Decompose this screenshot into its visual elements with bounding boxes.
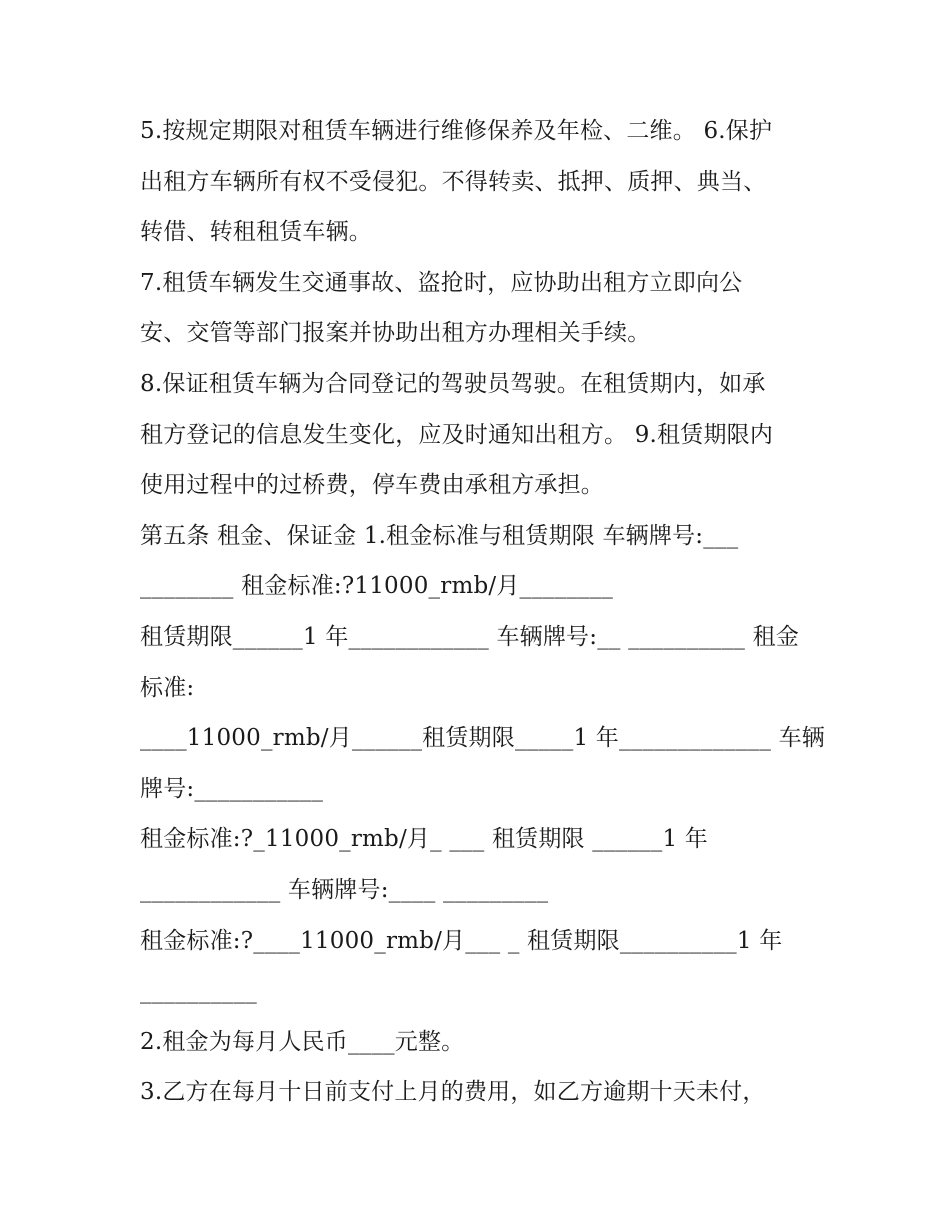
text-line: 3.乙方在每月十日前支付上月的费用，如乙方逾期十天未付，: [140, 1079, 766, 1106]
text-line: 租方登记的信息发生变化，应及时通知出租方。 9.租赁期限内: [140, 421, 774, 448]
text-line: 8.保证租赁车辆为合同登记的驾驶员驾驶。在租赁期内，如承: [140, 370, 766, 397]
text-line: 租金标准:?____11000_rmb/月___ _ 租赁期限__________1 年: [140, 927, 783, 954]
text-line: 5.按规定期限对租赁车辆进行维修保养及年检、二维。 6.保护: [140, 118, 773, 144]
text-line: __________: [140, 978, 257, 1005]
text-line: 牌号:___________: [140, 775, 324, 802]
text-line: 标准:: [140, 674, 195, 701]
section-heading-line: 第五条 租金、保证金 1.租金标准与租赁期限 车辆牌号:___: [140, 522, 739, 549]
text-line: ________ 租金标准:?11000_rmb/月________: [140, 573, 614, 600]
text-line: ____11000_rmb/月______租赁期限_____1 年_____________ 车辆: [140, 725, 825, 752]
text-line: 出租方车辆所有权不受侵犯。不得转卖、抵押、质押、典当、: [140, 168, 767, 195]
text-line: 2.租金为每月人民币____元整。: [140, 1028, 465, 1055]
text-line: 转借、转租租赁车辆。: [140, 219, 372, 246]
text-line: ____________ 车辆牌号:____ _________: [140, 876, 549, 903]
text-line: 使用过程中的过桥费，停车费由承租方承担。: [140, 472, 604, 499]
text-line: 安、交管等部门报案并协助出租方办理相关手续。: [140, 320, 651, 347]
text-line: 7.租赁车辆发生交通事故、盗抢时，应协助出租方立即向公: [140, 269, 743, 296]
text-line: 租赁期限______1 年____________ 车辆牌号:__ __________ 租金: [140, 623, 800, 650]
text-line: 租金标准:?_11000_rmb/月_ ___ 租赁期限 ______1 年: [140, 826, 709, 853]
document-body: [140, 106, 825, 1118]
